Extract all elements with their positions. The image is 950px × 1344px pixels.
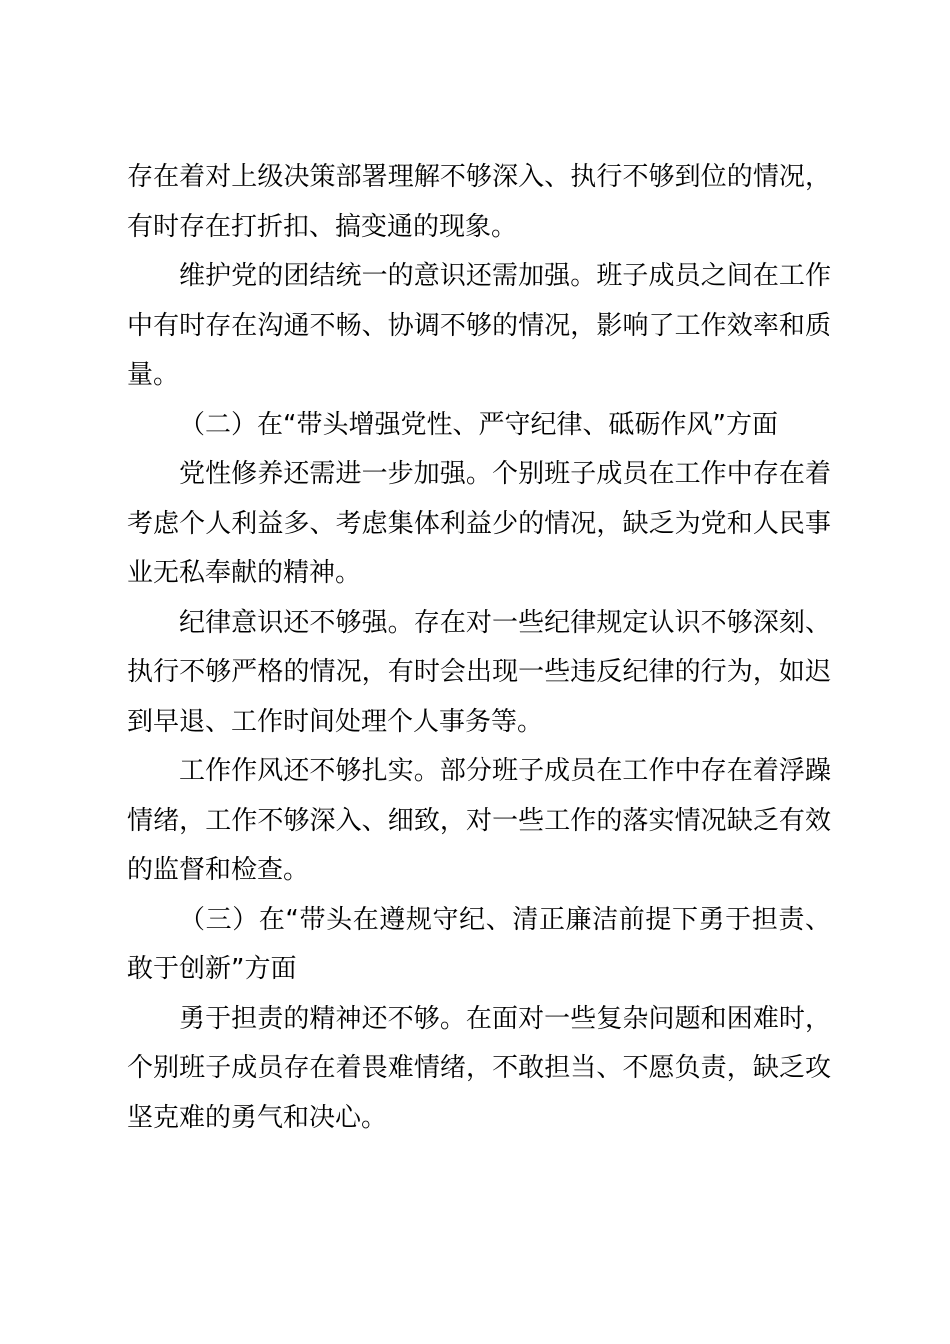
section-heading-3: （三）在“带头在遵规守纪、清正廉洁前提下勇于担责、敢于创新”方面 <box>127 904 831 984</box>
paragraph-work-style: 工作作风还不够扎实。部分班子成员在工作中存在着浮躁情绪，工作不够深入、细致，对一些工作的落实情况缺乏有效的监督和检查。 <box>127 756 831 885</box>
paragraph-party-spirit: 党性修养还需进一步加强。个别班子成员在工作中存在着考虑个人利益多、考虑集体利益少的情况，缺乏为党和人民事业无私奉献的精神。 <box>127 459 831 588</box>
paragraph-discipline: 纪律意识还不够强。存在对一些纪律规定认识不够深刻、执行不够严格的情况，有时会出现一些违反纪律的行为，如迟到早退、工作时间处理个人事务等。 <box>127 607 831 737</box>
section-heading-2: （二）在“带头增强党性、严守纪律、砥砺作风”方面 <box>179 409 778 440</box>
paragraph-continuation: 存在着对上级决策部署理解不够深入、执行不够到位的情况，有时存在打折扣、搞变通的现象。 <box>127 162 831 242</box>
document-body <box>127 153 831 1143</box>
paragraph-responsibility: 勇于担责的精神还不够。在面对一些复杂问题和困难时，个别班子成员存在着畏难情绪，不敢担当、不愿负责，缺乏攻坚克难的勇气和决心。 <box>127 1003 831 1133</box>
paragraph-party-unity: 维护党的团结统一的意识还需加强。班子成员之间在工作中有时存在沟通不畅、协调不够的情况，影响了工作效率和质量。 <box>127 261 831 390</box>
